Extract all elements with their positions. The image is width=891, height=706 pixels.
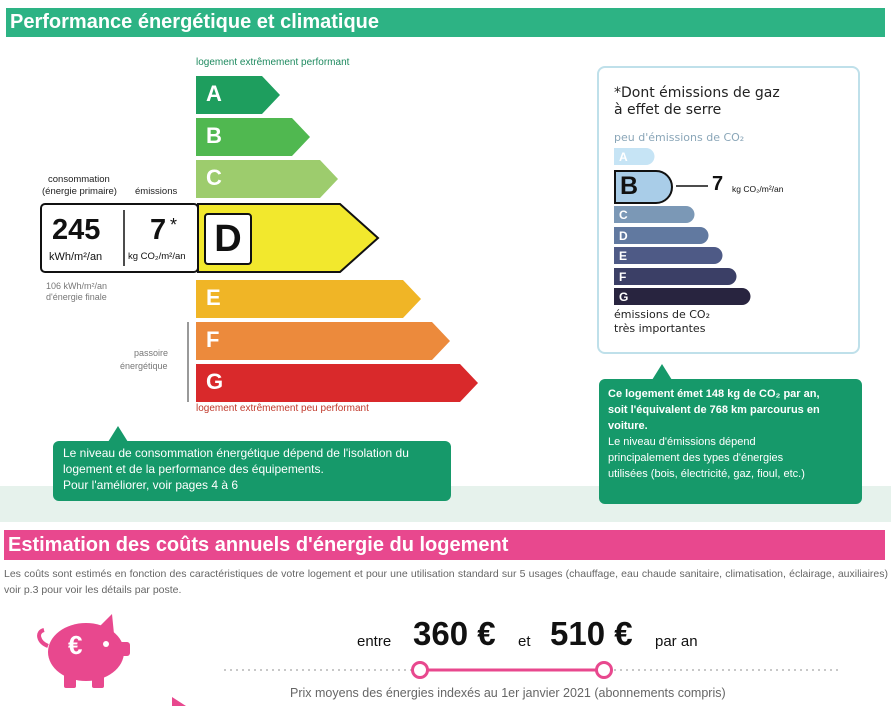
consumption-unit: kWh/m²/an (49, 251, 103, 263)
dpe-letter-f: F (206, 327, 220, 352)
ges-value: 7 (712, 173, 724, 195)
ges-title-2: à effet de serre (614, 102, 722, 118)
ges-top-label: peu d'émissions de CO₂ (614, 131, 745, 144)
ges-letter-c: C (619, 208, 628, 222)
emissions-value: 7 (150, 214, 167, 246)
ges-letter-a: A (619, 150, 628, 164)
info-right-line4: Le niveau d'émissions dépend (608, 436, 756, 448)
costs-entre: entre (357, 633, 392, 650)
pink-arrow-corner (172, 697, 186, 706)
info-left-line3: Pour l'améliorer, voir pages 4 à 6 (63, 478, 239, 492)
range-low-marker (413, 663, 428, 678)
ges-unit: kg CO₂/m²/an (732, 184, 784, 194)
dpe-letter-e: E (206, 285, 221, 310)
ges-bottom-label-1: émissions de CO₂ (614, 308, 710, 321)
info-right-bold1: Ce logement émet 148 kg de CO₂ par an, (608, 388, 820, 400)
consumption-value: 245 (52, 214, 101, 246)
consumption-label-2: (énergie primaire) (42, 186, 117, 197)
info-right-line6: utilisées (bois, électricité, gaz, fioul, etc.) (608, 468, 805, 480)
costs-note: Les coûts sont estimés en fonction des caractéristiques de votre logement et pour une utilisation standard sur 5 usages (chauffage, eau chaude sanitaire, climatisation, éclairage, auxiliaires) voir p.3 pour voir les détails par poste. (4, 568, 888, 596)
ges-letter-g: G (619, 290, 629, 304)
emissions-label: émissions (135, 186, 178, 197)
dpe-letter-g: G (206, 369, 224, 394)
ges-letter-f: F (619, 270, 627, 284)
emissions-star: * (170, 215, 178, 235)
costs-high-value: 510 € (550, 615, 633, 652)
dpe-letter-d-active: D (204, 213, 252, 265)
ges-title-1: *Dont émissions de gaz (614, 85, 780, 101)
consumption-label-1: consommation (48, 174, 110, 185)
range-high-marker (597, 663, 612, 678)
info-right-bold2: soit l'équivalent de 768 km parcourus en (608, 404, 820, 416)
costs-et: et (518, 633, 531, 650)
ges-letter-b-active: B (620, 172, 639, 200)
info-right-line5: principalement des types d'énergies (608, 452, 784, 464)
passoire-label-2: énergétique (120, 361, 168, 371)
ges-letter-d: D (619, 229, 628, 243)
section-costs-title: Estimation des coûts annuels d'énergie du logement (8, 534, 509, 556)
emissions-unit: kg CO₂/m²/an (128, 251, 186, 262)
info-left-line2: logement et de la performance des équipements. (63, 462, 324, 476)
dpe-bottom-label: logement extrêmement peu performant (196, 403, 369, 414)
dpe-letter-a: A (206, 81, 222, 106)
dpe-letter-c: C (206, 165, 222, 190)
costs-footer: Prix moyens des énergies indexés au 1er janvier 2021 (abonnements compris) (290, 686, 726, 700)
costs-par-an: par an (655, 633, 698, 650)
dpe-letter-b: B (206, 123, 222, 148)
section-energy-title: Performance énergétique et climatique (10, 11, 380, 33)
passoire-label-1: passoire (134, 348, 169, 358)
costs-low-value: 360 € (413, 615, 496, 652)
dpe-top-label: logement extrêmement performant (196, 57, 350, 68)
info-right-bold3: voiture. (608, 420, 648, 432)
ges-letter-e: E (619, 249, 628, 263)
final-energy-1: 106 kWh/m²/an (46, 281, 108, 291)
ges-bottom-label-2: très importantes (614, 322, 706, 335)
piggy-euro-symbol: € (68, 630, 83, 660)
final-energy-2: d'énergie finale (46, 292, 107, 302)
info-left-line1: Le niveau de consommation énergétique dépend de l'isolation du (63, 446, 409, 460)
